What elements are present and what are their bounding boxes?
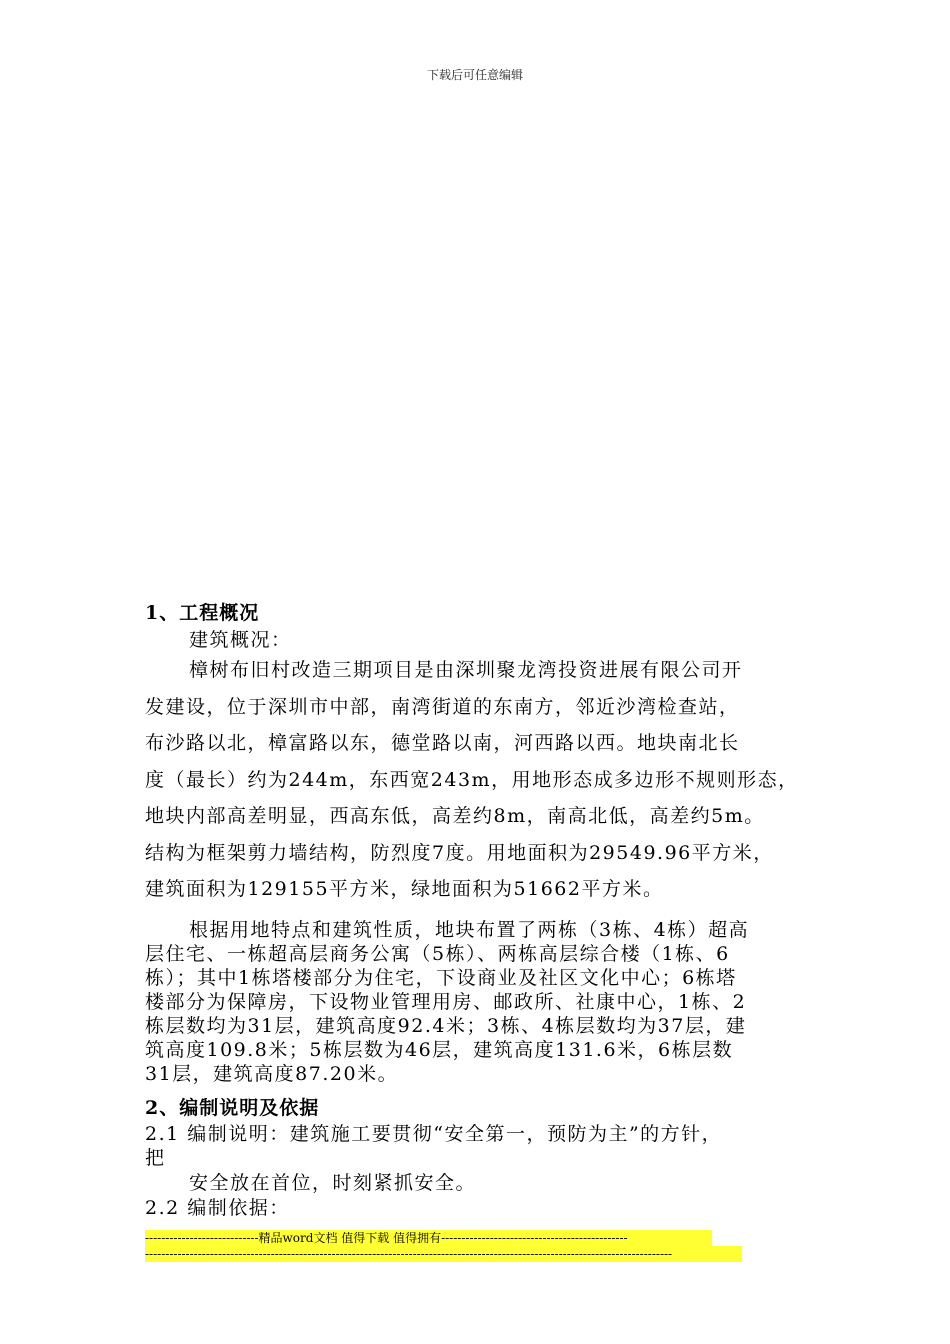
paragraph-line: 栋层数均为31层，建筑高度92.4米；3栋、4栋层数均为37层，建 xyxy=(145,1015,747,1037)
paragraph-line: 筑高度109.8米；5栋层数为46层，建筑高度131.6米，6栋层数 xyxy=(145,1039,734,1061)
item-2-2: 2.2 编制依据： xyxy=(145,1197,290,1219)
footer-watermark-line: ----------------------------精品word文档 值得下载 值得拥有---------------------------------------------- xyxy=(145,1230,712,1246)
section-1-title: 1、工程概况 xyxy=(145,602,260,624)
paragraph-line: 根据用地特点和建筑性质，地块布置了两栋（3栋、4栋）超高 xyxy=(189,919,750,941)
page-footer xyxy=(145,1230,742,1262)
paragraph-line: 发建设，位于深圳市中部，南湾街道的东南方，邻近沙湾检查站， xyxy=(145,695,740,718)
paragraph-line: 樟树布旧村改造三期项目是由深圳聚龙湾投资进展有限公司开 xyxy=(189,659,743,681)
paragraph-line: 度（最长）约为244m，东西宽243m，用地形态成多边形不规则形态， xyxy=(145,768,799,791)
paragraph-line: 31层，建筑高度87.20米。 xyxy=(145,1063,399,1085)
paragraph-line: 建筑面积为129155平方米，绿地面积为51662平方米。 xyxy=(145,878,664,900)
paragraph-2 xyxy=(145,918,810,1086)
paragraph-line: 栋）；其中1栋塔楼部分为住宅，下设商业及社区文化中心；6栋塔 xyxy=(145,967,737,989)
paragraph-line: 结构为框架剪力墙结构，防烈度7度。用地面积为29549.96平方米， xyxy=(145,841,774,864)
paragraph-line: 层住宅、一栋超高层商务公寓（5栋）、两栋高层综合楼（1栋、6 xyxy=(145,943,730,965)
page-header: 下载后可任意编辑 xyxy=(426,68,523,82)
paragraph-line: 楼部分为保障房，下设物业管理用房、邮政所、社康中心，1栋、2 xyxy=(145,991,747,1013)
item-2-1-line-2: 把 xyxy=(145,1147,166,1169)
section-2-title: 2、编制说明及依据 xyxy=(145,1097,320,1119)
item-2-1-line-1: 2.1 编制说明：建筑施工要贯彻“安全第一，预防为主”的方针， xyxy=(145,1123,723,1145)
item-2-1-line-3: 安全放在首位，时刻紧抓安全。 xyxy=(189,1172,477,1194)
footer-dash-line: ---------------------------------------------------------------------------------------------------------------------------------- xyxy=(145,1246,742,1262)
paragraph-line: 布沙路以北，樟富路以东，德堂路以南，河西路以西。地块南北长 xyxy=(145,732,740,754)
section-1-subtitle: 建筑概况： xyxy=(189,629,292,651)
paragraph-line: 地块内部高差明显，西高东低，高差约8m，南高北低，高差约5m。 xyxy=(145,805,765,827)
paragraph-1 xyxy=(145,652,810,908)
